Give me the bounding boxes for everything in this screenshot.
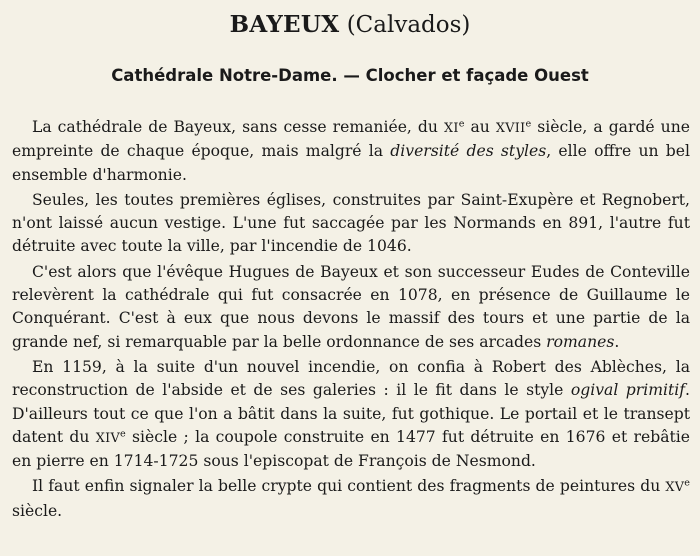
text-run: siècle. xyxy=(12,501,63,520)
century-numeral: XIV xyxy=(95,430,121,446)
title-department: (Calvados) xyxy=(346,12,471,38)
italic-text: romanes xyxy=(546,332,615,351)
superscript: e xyxy=(684,478,690,490)
text-run: . D'ailleurs tout ce que l'on a bâtit dans la suite, fut gothique. Le portail et le transept datent du xyxy=(12,381,690,446)
text-run: . xyxy=(614,332,620,351)
italic-text: diversité des styles xyxy=(390,142,547,161)
text-run: siècle, a gardé une empreinte de chaque époque, mais malgré la xyxy=(12,118,690,161)
superscript: e xyxy=(525,118,532,130)
page-title xyxy=(0,10,700,40)
italic-text: ogival primitif xyxy=(570,381,686,400)
paragraph-1 xyxy=(12,116,690,187)
century-numeral: XV xyxy=(665,480,685,496)
text-run: siècle ; la coupole construite en 1477 fut détruite en 1676 et rebâtie en pierre en 1714-1725 sous l'episcopat de François de Nesmond. xyxy=(12,427,690,471)
text-run: au xyxy=(464,118,496,136)
text-run: , elle offre un bel ensemble d'harmonie. xyxy=(12,142,690,184)
body-text xyxy=(12,116,690,525)
text-run: C'est alors que l'évêque Hugues de Bayeux et son successeur Eudes de Conteville relevèrent la cathédrale qui fut consacrée en 1078, en présence de Guillaume le Conquérant. C'est à eux que nous devons le massif des tours et une partie de la grande nef, si remarquable par la belle ordonnance de ses arcades xyxy=(12,262,690,351)
century-numeral: XVII xyxy=(495,121,526,136)
paragraph-5 xyxy=(12,475,690,523)
section-heading: Cathédrale Notre-Dame. — Clocher et façade Ouest xyxy=(111,66,589,85)
superscript: e xyxy=(120,428,126,440)
text-run: Il faut enfin signaler la belle crypte qui contient des fragments de peintures du xyxy=(32,477,666,496)
century-numeral: XI xyxy=(443,121,459,136)
text-run: La cathédrale de Bayeux, sans cesse remaniée, du xyxy=(32,118,444,136)
paragraph-2: Seules, les toutes premières églises, construites par Saint-Exupère et Regnobert, n'ont laissé aucun vestige. L'une fut saccagée par les Normands en 891, l'autre fut détruite avec toute la ville, par l'incendie de 1046. xyxy=(12,190,690,256)
paragraph-3 xyxy=(12,261,690,354)
title-city: BAYEUX xyxy=(229,11,340,38)
superscript: e xyxy=(458,118,465,130)
text-run: En 1159, à la suite d'un nouvel incendie, on confia à Robert des Ablèches, la reconstruction de l'abside et de ses galeries : il le fit dans le style xyxy=(12,357,690,400)
paragraph-4 xyxy=(12,356,690,473)
